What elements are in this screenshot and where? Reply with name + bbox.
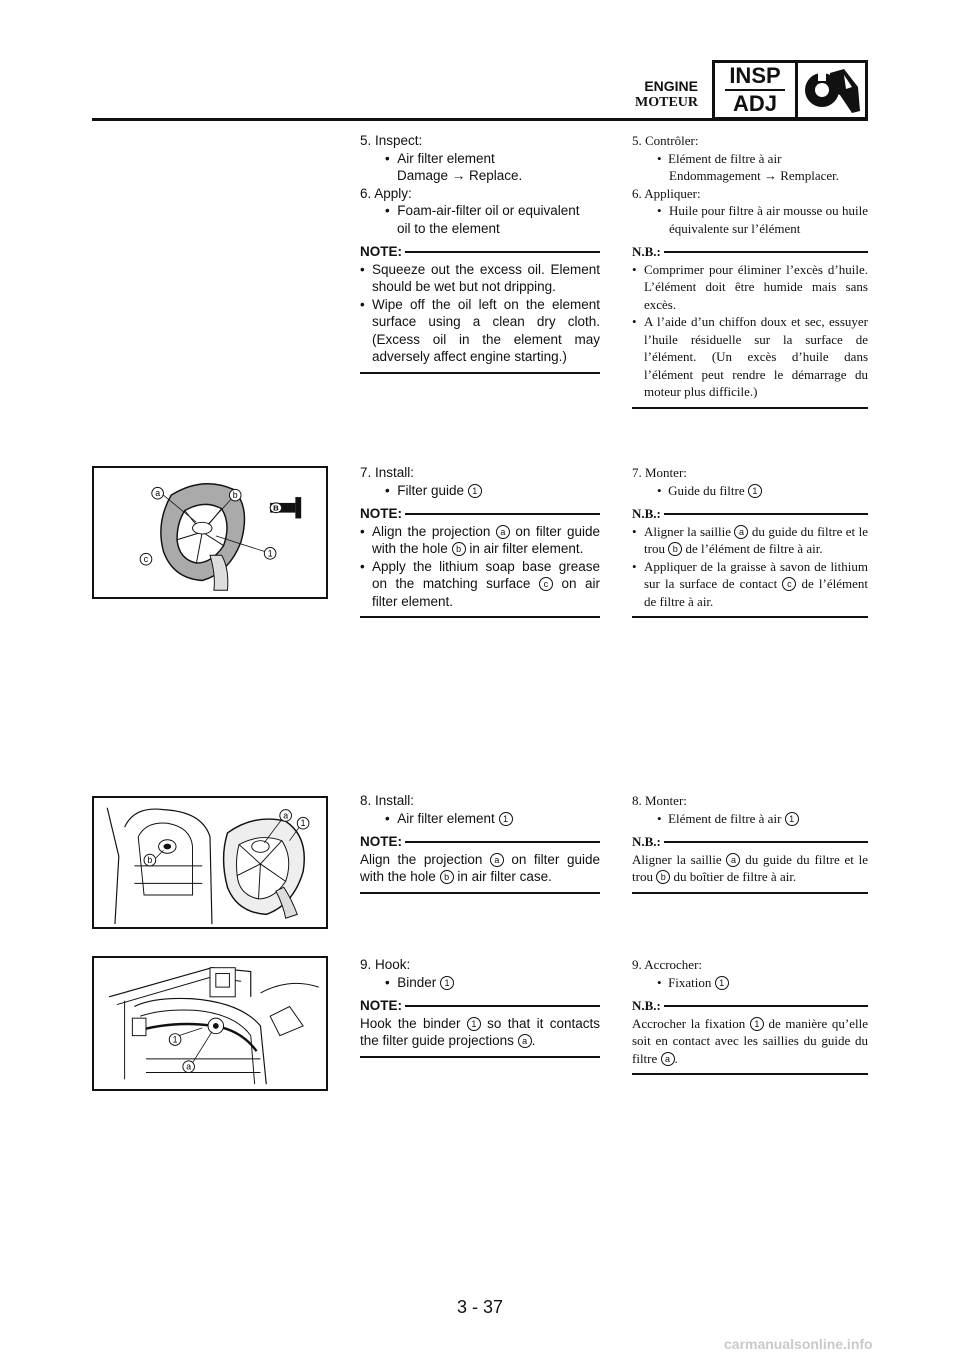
callout-1: 1 [172, 1034, 178, 1045]
insp-adj-label [715, 63, 798, 117]
watermark: carmanualsonline.info [724, 1336, 873, 1352]
note-bullet: • Appliquer de la graisse à savon de lithium sur la surface de contact c de l’élément de filtre à air. [632, 558, 868, 611]
note-bullet: • Squeeze out the excess oil. Element should be wet but not dripping. [360, 261, 600, 296]
step-8-item: • Air filter element 1 [360, 810, 600, 828]
step-7-heading: 7. Install: [360, 465, 415, 480]
step-9-heading: 9. Hook: [360, 957, 411, 972]
step-7-item: • Guide du filtre 1 [632, 482, 868, 500]
step-5-item: • Air filter element [385, 150, 495, 166]
note-heading: N.B.: [632, 505, 868, 523]
note-heading: N.B.: [632, 243, 868, 261]
note-bullet: • A l’aide d’un chiffon doux et sec, essuyer l’huile résiduelle sur la surface de l’élément. (Un excès d’huile dans l’élément peut rendre le démarrage du moteur plus difficile.) [632, 313, 868, 401]
note-heading: NOTE: [360, 505, 600, 523]
adj-label: ADJ [732, 91, 777, 116]
step-8-en [360, 792, 600, 894]
note-heading: NOTE: [360, 997, 600, 1015]
step-9-heading: 9. Accrocher: [632, 957, 703, 972]
note-bullet: • Comprimer pour éliminer l’excès d’huile. L’élément doit être humide mais sans excès. [632, 261, 868, 314]
step-6-heading: 6. Appliquer: [632, 185, 701, 201]
figure-filter-guide [92, 466, 328, 599]
insp-adj-badge [712, 60, 868, 120]
note-bullet: • Aligner la saillie a du guide du filtre et le trou b de l’élément de filtre à air. [632, 523, 868, 558]
step-5-heading: 5. Contrôler: [632, 133, 699, 148]
step-8-heading: 8. Install: [360, 793, 415, 808]
callout-a: a [155, 488, 161, 499]
note-end-rule [632, 892, 868, 894]
note-text: Align the projection a on filter guide with the hole b in air filter case. [360, 851, 600, 884]
step-5-item-detail: Endommagement → Remplacer. [669, 168, 840, 183]
note-text: Aligner la saillie a du guide du filtre et le trou b du boîtier de filtre à air. [632, 851, 869, 884]
note-text: Hook the binder 1 so that it contacts the filter guide projections a . [360, 1015, 600, 1048]
note-heading: NOTE: [360, 243, 600, 261]
callout-1: 1 [300, 818, 306, 829]
steps-5-6-en [360, 132, 600, 374]
callout-a: a [186, 1061, 192, 1072]
step-5-heading: 5. Inspect: [360, 133, 423, 148]
step-7-heading: 7. Monter: [632, 465, 687, 480]
header-rule [92, 118, 868, 121]
callout-b: b [232, 490, 238, 501]
step-9-en [360, 956, 600, 1058]
note-bullet: • Wipe off the oil left on the element surface using a clean dry cloth. (Excess oil in the element may adversely affect engine starting.) [360, 296, 600, 366]
note-end-rule [632, 1073, 868, 1075]
steps-5-6-fr [632, 132, 868, 409]
step-7-en [360, 464, 600, 618]
grease-symbol: B [273, 503, 279, 513]
callout-b: b [147, 854, 153, 865]
step-6-item-detail: oil to the element [397, 220, 500, 236]
note-end-rule [632, 407, 868, 409]
callout-a: a [283, 810, 289, 821]
note-bullet: • Align the projection a on filter guide with the hole b in air filter element. [360, 523, 600, 558]
note-bullet: • Apply the lithium soap base grease on the matching surface c on air filter element. [360, 558, 600, 611]
callout-c: c [143, 554, 149, 565]
note-heading: N.B.: [632, 997, 868, 1015]
figure-binder [92, 956, 328, 1091]
insp-label: INSP [729, 63, 781, 88]
page-number: 3 - 37 [456, 1297, 504, 1317]
note-end-rule [632, 616, 868, 618]
figure-air-filter-element [92, 796, 328, 929]
step-9-item: • Fixation 1 [632, 974, 868, 992]
note-heading: N.B.: [632, 833, 868, 851]
section-title-engine: ENGINE [644, 78, 698, 94]
step-7-fr [632, 464, 868, 618]
step-5-item-detail: Damage → Replace. [397, 168, 523, 183]
step-9-fr [632, 956, 868, 1075]
section-title-moteur: MOTEUR [635, 95, 698, 110]
note-end-rule [360, 892, 600, 894]
step-6-item: • Huile pour filtre à air mousse ou huile équivalente sur l’élément [632, 202, 868, 237]
step-7-item: • Filter guide 1 [360, 482, 600, 500]
step-8-heading: 8. Monter: [632, 793, 687, 808]
callout-1: 1 [267, 548, 273, 559]
step-8-item: • Elément de filtre à air 1 [632, 810, 868, 828]
wrench-icon [798, 63, 865, 117]
step-5-item: • Elément de filtre à air [657, 150, 782, 166]
note-end-rule [360, 1056, 600, 1058]
note-end-rule [360, 616, 600, 618]
note-text: Accrocher la fixation 1 de manière qu’elle soit en contact avec les saillies du guide du filtre a . [632, 1015, 868, 1066]
step-6-heading: 6. Apply: [360, 185, 412, 201]
note-end-rule [360, 372, 600, 374]
step-6-item: • Foam-air-filter oil or equivalent [385, 203, 580, 218]
step-8-fr [632, 792, 868, 894]
note-heading: NOTE: [360, 833, 600, 851]
step-9-item: • Binder 1 [360, 974, 600, 992]
